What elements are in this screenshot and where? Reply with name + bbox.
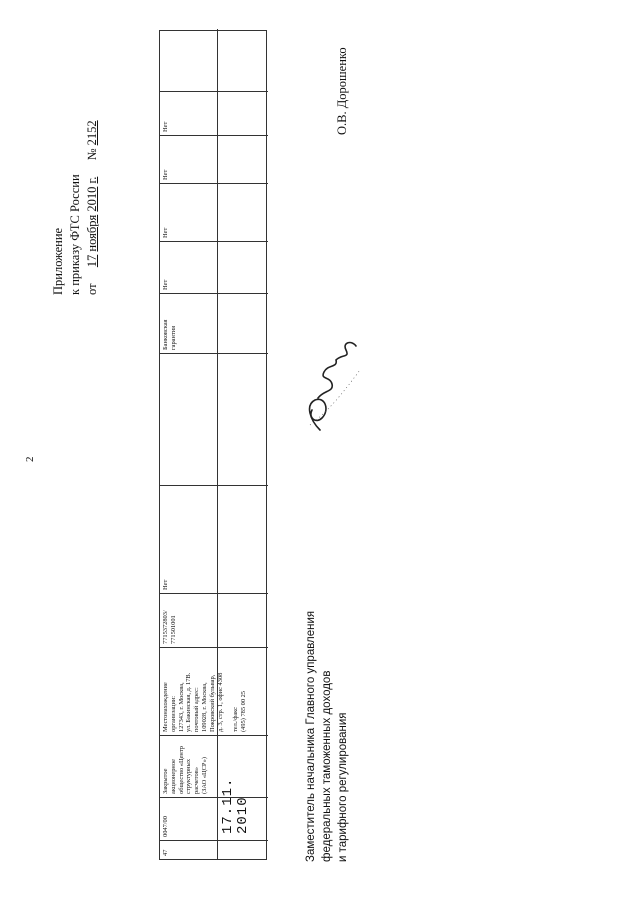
cell-line: Местонахождение xyxy=(162,682,169,732)
cell-line: почтовый адрес: xyxy=(193,687,201,732)
col-row-number-top xyxy=(160,840,217,859)
col-col11-top xyxy=(160,135,217,183)
col-col6-top xyxy=(160,485,217,593)
col-col6-bottom xyxy=(218,485,268,593)
order-number: 2152 xyxy=(85,120,99,146)
date-suffix: г. xyxy=(85,176,99,184)
cell-line: Банковская xyxy=(162,319,169,350)
handwritten-signature xyxy=(290,330,380,440)
col-reg-number-top xyxy=(160,797,217,840)
signer-name: О.В. Дорошенко xyxy=(335,47,349,135)
date-year: 2010 xyxy=(85,186,99,212)
cell-line: 2010 xyxy=(235,796,252,834)
col-address-top xyxy=(160,647,248,735)
col-row-number-bottom xyxy=(218,840,268,859)
appendix-title: Приложение xyxy=(51,227,65,295)
cell-line: ул. Бакинская, д. 17В. xyxy=(185,672,193,732)
cell-line: структурных xyxy=(185,758,193,794)
cell-line xyxy=(220,489,228,590)
cell-line: Нет xyxy=(162,227,169,238)
col-col12-bottom xyxy=(218,91,268,135)
date-month: ноября xyxy=(85,214,99,252)
cell-line: Нет xyxy=(162,121,169,132)
cell-line: (495) 785 00 25 xyxy=(240,690,248,732)
cell-line: 771501001 xyxy=(169,615,177,644)
cell-line: 0047/00 xyxy=(162,816,169,837)
cell-line xyxy=(162,357,170,482)
registry-table xyxy=(159,30,267,860)
col-col12-top xyxy=(160,91,217,135)
cell-line: Нет xyxy=(162,169,169,180)
cell-line: гарантия xyxy=(169,325,177,350)
signer-title-line3: и тарифного регулирования xyxy=(337,712,349,862)
cell-line: Нет xyxy=(162,279,169,290)
cell-line xyxy=(220,245,228,290)
order-date-line xyxy=(84,15,101,295)
cell-line: д. 3, стр. 1, офис 4308 xyxy=(216,672,224,732)
signer-title-line2: федеральных таможенных доходов xyxy=(321,670,333,862)
cell-line: 127343, г. Москва, xyxy=(177,682,185,732)
cell-line: Нет xyxy=(162,579,169,590)
col-col10-bottom xyxy=(218,183,268,241)
appendix-header xyxy=(50,15,110,295)
cell-line: расчетов» xyxy=(193,767,201,794)
cell-line xyxy=(220,95,228,132)
cell-line: общество «Центр xyxy=(177,746,185,794)
col-org-name-top xyxy=(160,735,217,797)
table-row-date xyxy=(218,29,268,859)
col-col7-bottom xyxy=(218,353,268,485)
cell-line: 47 xyxy=(162,849,169,856)
cell-line xyxy=(220,844,228,856)
col-inn-kpp-top xyxy=(160,593,217,647)
cell-line xyxy=(220,187,228,238)
cell-line: тел./факс xyxy=(232,707,240,732)
col-col9-bottom xyxy=(218,241,268,293)
cell-line xyxy=(220,651,228,732)
cell-line: Покровский бульвар, xyxy=(208,674,216,732)
cell-line xyxy=(220,597,228,644)
col-col7-top xyxy=(160,353,217,485)
signer-title-line1: Заместитель начальника Главного управления xyxy=(305,610,317,862)
col-org-name-bottom xyxy=(218,735,268,797)
cell-line xyxy=(220,139,228,180)
col-col11-bottom xyxy=(218,135,268,183)
col-col9-top xyxy=(160,241,217,293)
signature-block xyxy=(303,552,358,862)
col-col10-top xyxy=(160,183,217,241)
col-security-top xyxy=(160,293,217,353)
order-reference: к приказу ФТС России xyxy=(68,174,82,295)
cell-line: акционерное xyxy=(169,759,177,794)
cell-line xyxy=(220,739,228,794)
cell-line xyxy=(162,32,170,88)
col-col13-top xyxy=(160,29,217,91)
cell-line: организации: xyxy=(169,695,177,732)
cell-line xyxy=(220,32,228,88)
cell-line: Закрытое xyxy=(162,768,169,794)
ot-label: от xyxy=(85,283,99,295)
cell-line xyxy=(220,297,228,350)
cell-line: 17.11. xyxy=(220,777,236,834)
col-security-bottom xyxy=(218,293,268,353)
page-number: 2 xyxy=(24,456,36,462)
col-inn-kpp-bottom xyxy=(218,593,268,647)
cell-line: 109028, г. Москва, xyxy=(201,682,209,732)
col-address-bottom xyxy=(218,647,268,735)
col-reg-number-bottom xyxy=(218,777,268,840)
cell-line: (ЗАО «ЦСР») xyxy=(201,757,209,794)
cell-line xyxy=(220,357,228,482)
number-label: № xyxy=(85,148,99,161)
col-col13-bottom xyxy=(218,29,268,91)
date-day: 17 xyxy=(85,254,99,268)
cell-line: 7715372803/ xyxy=(162,610,169,644)
